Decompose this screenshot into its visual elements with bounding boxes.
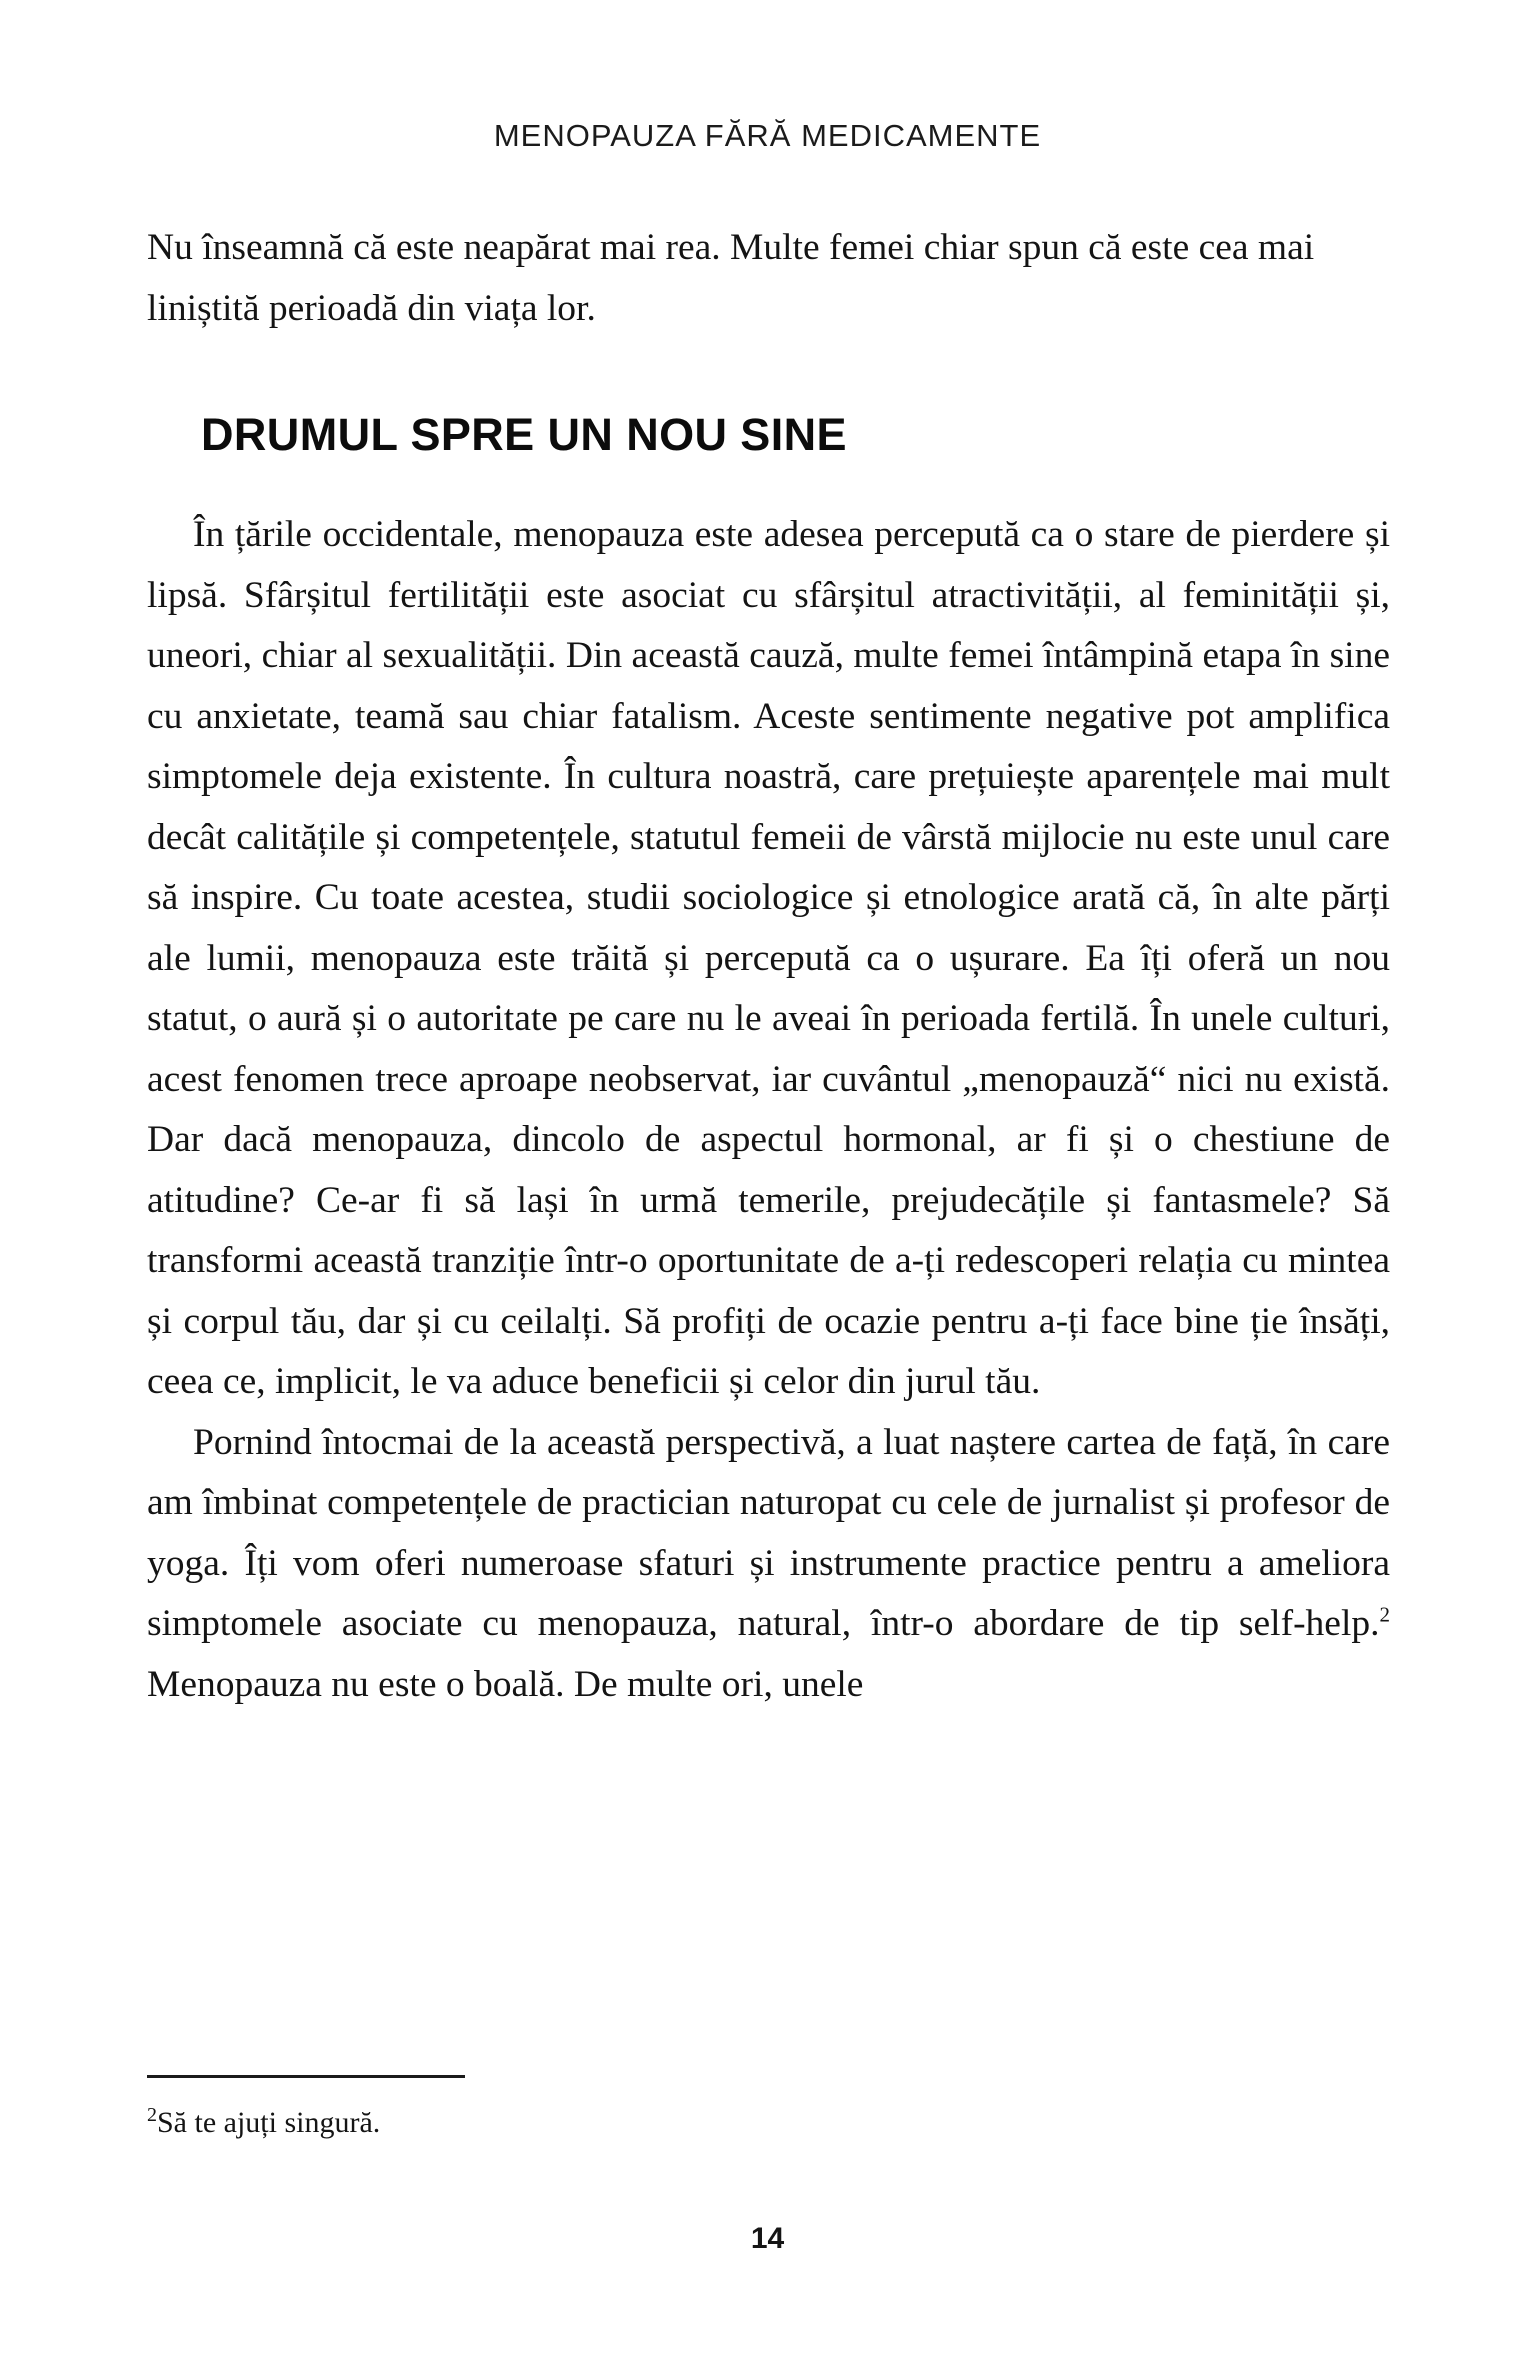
running-head: MENOPAUZA FĂRĂ MEDICAMENTE	[493, 118, 1042, 153]
paragraph-2-text-after-footnote: Menopauza nu este o boală. De multe ori, unele	[147, 1663, 864, 1705]
footnote-number: 2	[147, 2104, 157, 2126]
page-body	[147, 218, 1390, 1715]
footnote-reference-marker: 2	[1379, 1602, 1390, 1627]
page-number: 14	[750, 2222, 785, 2255]
footnote-body: Să te ajuți singură.	[157, 2106, 381, 2139]
paragraph-2-text-before-footnote: Pornind întocmai de la această perspectivă, a luat naștere cartea de față, în care am îmbinat competențele de practician naturopat cu cele de jurnalist și profesor de yoga. Îți vom oferi numeroase sfaturi și instrumente practice pentru a ameliora simptomele asociate cu menopauza, natural, într-o abordare de tip self-help.	[147, 1421, 1390, 1644]
footnote-separator-rule	[147, 2075, 465, 2078]
section-title: DRUMUL SPRE UN NOU SINE	[201, 409, 847, 460]
paragraph-2	[147, 1413, 1390, 1716]
intro-paragraph: Nu înseamnă că este neapărat mai rea. Multe femei chiar spun că este cea mai liniștită perioadă din viața lor.	[147, 227, 1315, 329]
footnote-area	[147, 2075, 1390, 2143]
paragraph-1: În țările occidentale, menopauza este adesea percepută ca o stare de pierdere și lipsă. Sfârșitul fertilității este asociat cu sfârșitul atractivității, al feminității și, uneori, chiar al sexualității. Din această cauză, multe femei întâmpină etapa în sine cu anxietate, teamă sau chiar fatalism. Aceste sentimente negative pot amplifica simptomele deja existente. În cultura noastră, care prețuiește aparențele mai mult decât calitățile și competențele, statutul femeii de vârstă mijlocie nu este unul care să inspire. Cu toate acestea, studii sociologice și etnologice arată că, în alte părți ale lumii, menopauza este trăită și percepută ca o ușurare. Ea îți oferă un nou statut, o aură și o autoritate pe care nu le aveai în perioada fertilă. În unele culturi, acest fenomen trece aproape neobservat, iar cuvântul „menopauză“ nici nu există. Dar dacă menopauza, dincolo de aspectul hormonal, ar fi și o chestiune de atitudine? Ce-ar fi să lași în urmă temerile, prejudecățile și fantasmele? Să transformi această tranziție într-o oportunitate de a-ți redescoperi relația cu mintea și corpul tău, dar și cu ceilalți. Să profiți de ocazie pentru a-ți face bine ție însăți, ceea ce, implicit, le va aduce beneficii și celor din jurul tău.	[147, 514, 1390, 1402]
footnote-entry	[147, 2095, 1390, 2143]
